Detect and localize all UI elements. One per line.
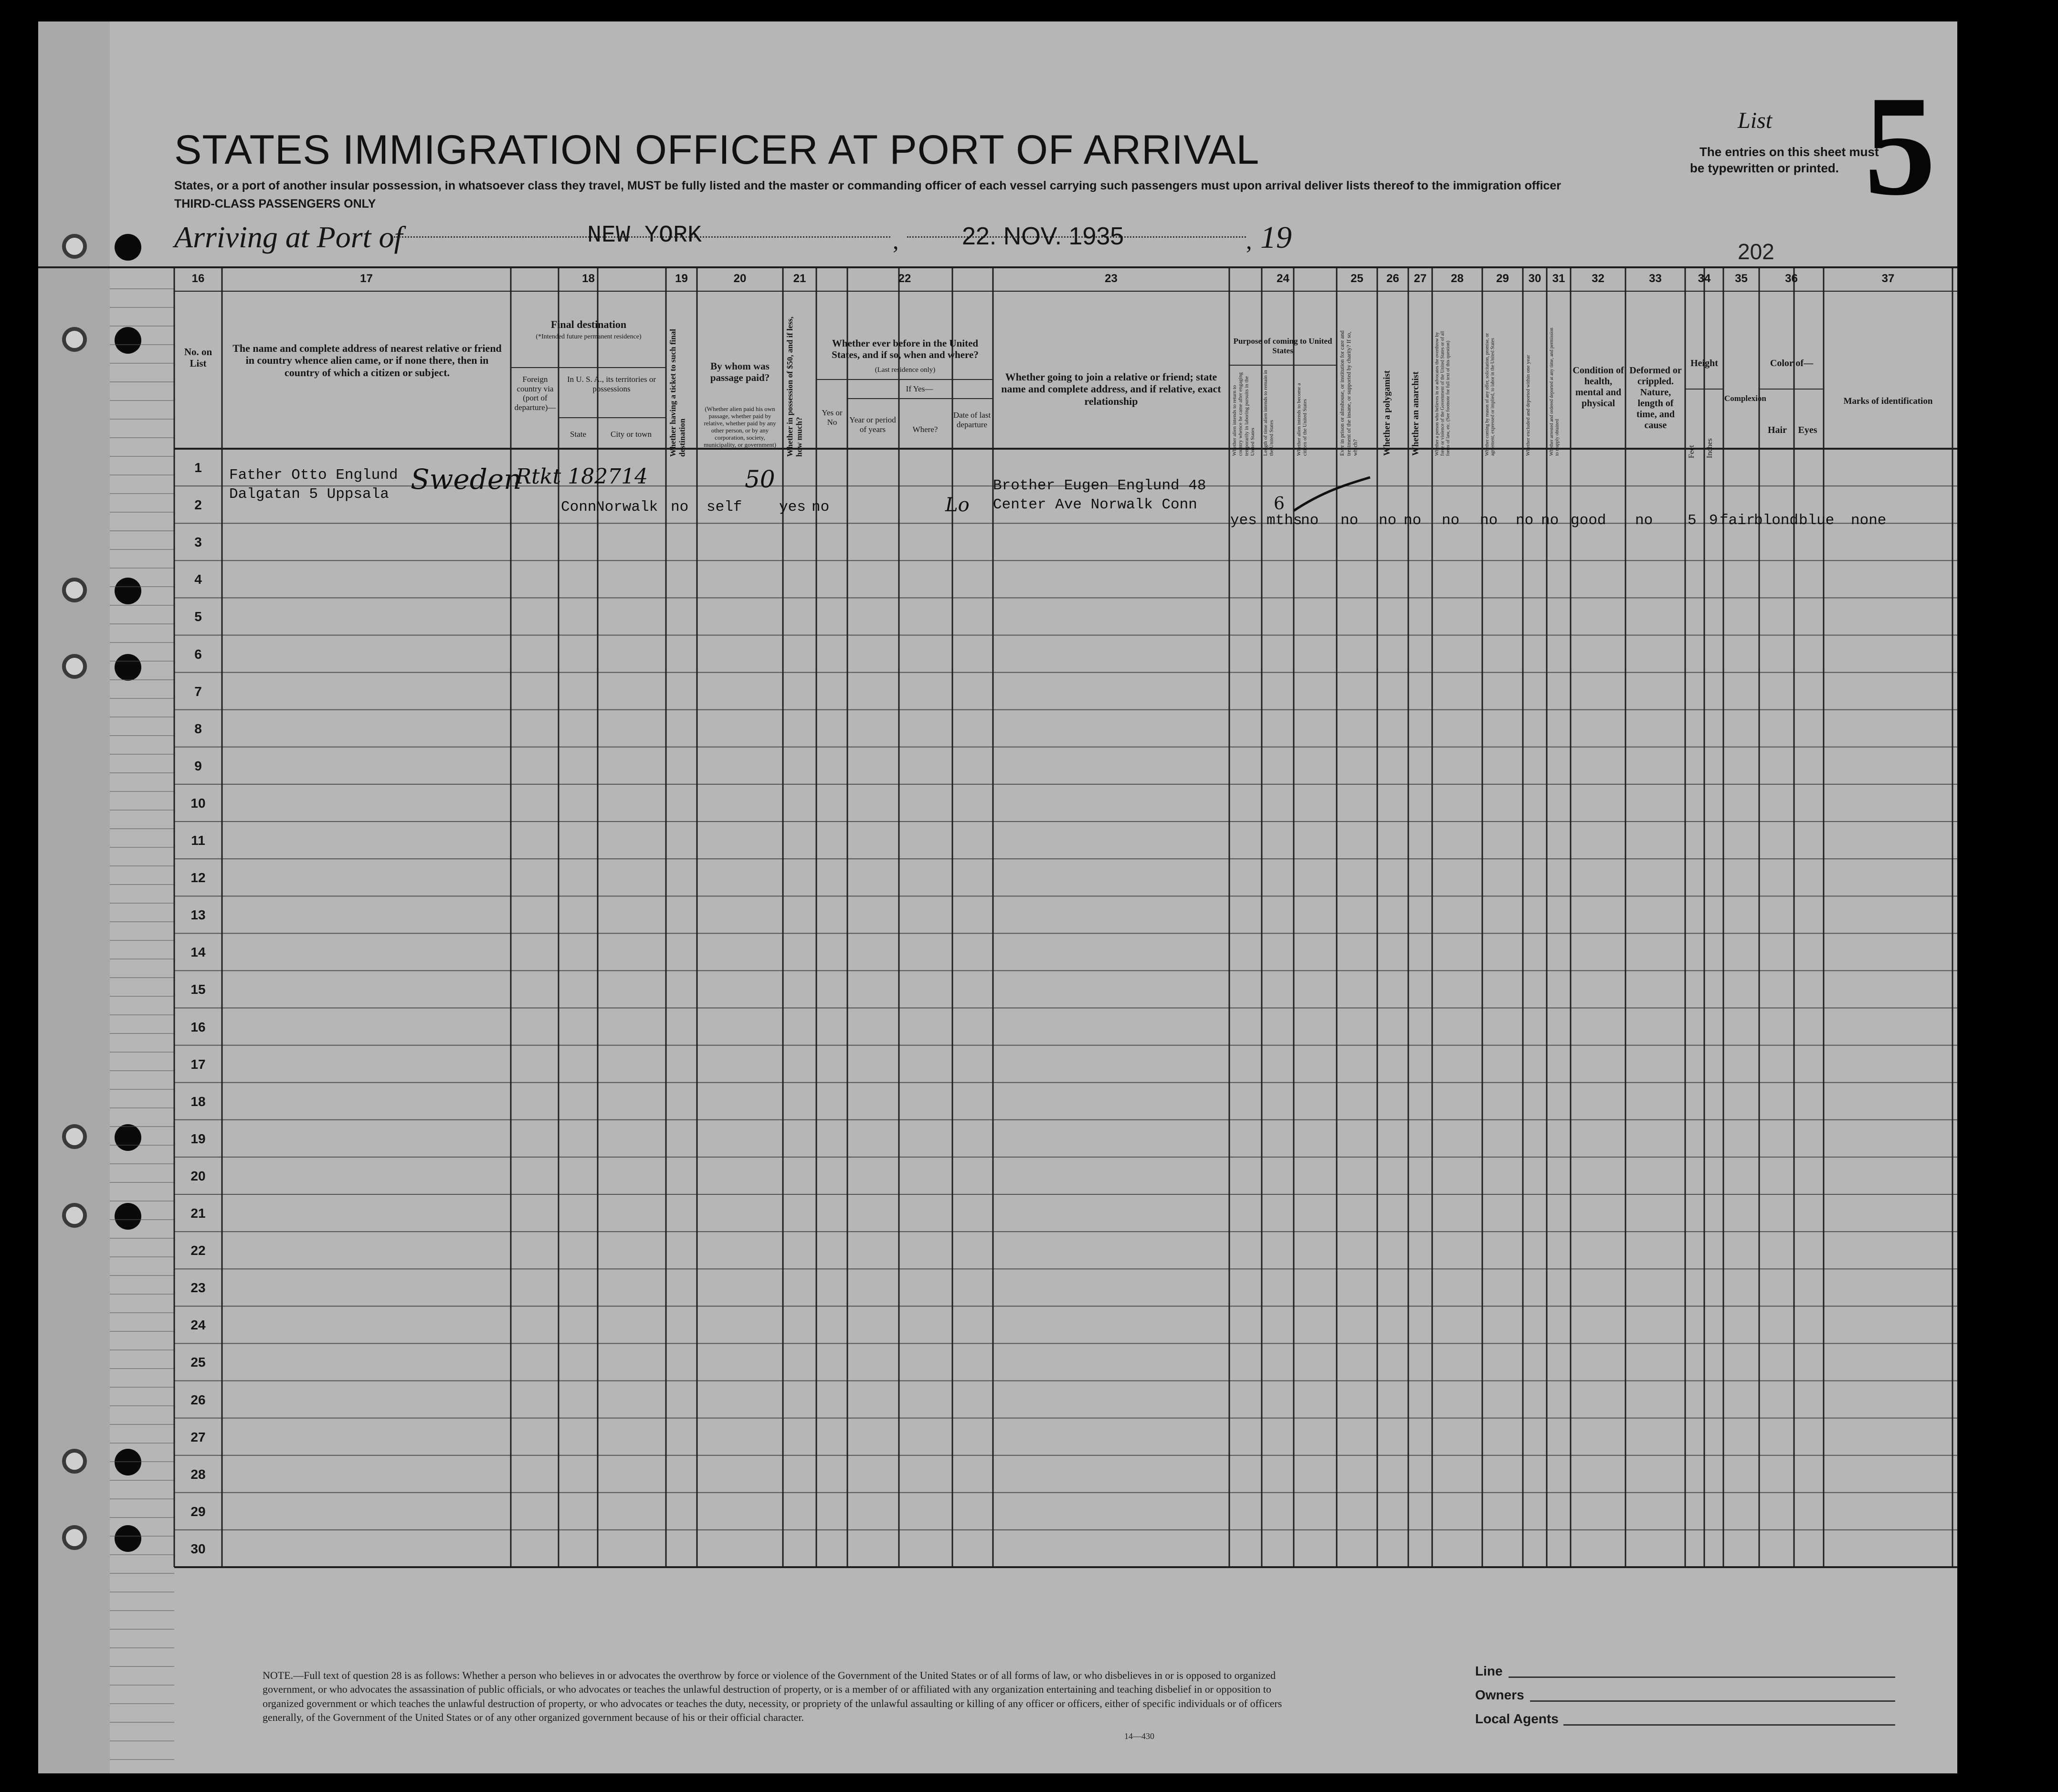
row-number: 9 [194,758,202,773]
money-value: yes [779,499,806,516]
handwritten-check-stroke [1294,477,1370,511]
hdr-overthrow: Whether a person who believes in or advocates the overthrow by force or violence of the Government of the United States or of all forms of law, etc. (See footnote for full text of this question) [1435,331,1451,456]
hdr-purpose-citizen: Whether alien intends to become a citizen of the United States [1296,383,1308,456]
city-value: Norwalk [596,499,658,516]
col-num-31: 31 [1552,272,1565,285]
row-number: 15 [190,982,206,997]
row-number: 25 [190,1355,206,1370]
row-number: 24 [190,1318,206,1333]
hdr-ticket: Whether having a ticket to such final destination [668,329,687,457]
page-title: STATES IMMIGRATION OFFICER AT PORT OF ARRIVAL [174,127,1260,173]
foreign-country-handwritten: Sweden [411,463,522,495]
eyes-value: blue [1799,512,1835,529]
hdr-labor-offer: Whether coming by reason of any offer, solicitation, promise, or agreement, expressed or implied, to labor in the United States [1485,333,1496,456]
state-value: Conn [561,499,597,516]
col-num-28: 28 [1451,272,1464,285]
hdr-money: Whether in possession of $50, and if less, how much? [785,316,804,457]
labor-offer-value: no [1480,512,1498,529]
hdr-feet: Feet [1688,445,1696,458]
hdr-if-yes: If Yes— [906,384,933,393]
row-number: 20 [190,1168,206,1183]
hdr-date-of-departure: Date of last departure [953,411,991,429]
row-number: 19 [190,1131,206,1146]
hair-value: blond [1754,512,1799,529]
hdr-complexion: Complexion [1724,394,1766,403]
row-number: 26 [190,1392,206,1407]
form-code: 14—430 [1124,1731,1154,1741]
hdr-health: Condition of health, mental and physical [1573,365,1624,409]
return-home-value: yes [1230,512,1257,529]
row-number: 18 [190,1094,206,1109]
hdr-no-on-list: No. on List [184,346,212,369]
overthrow-value: no [1442,512,1460,529]
comma-separator: , [893,227,899,254]
hdr-paid-by: By whom was passage paid? [710,360,770,384]
col-num-30: 30 [1528,272,1541,285]
col-num-19: 19 [675,272,688,285]
list-number: 5 [1864,66,1936,225]
row-number: 13 [190,907,206,923]
excluded-value: no [1516,512,1534,529]
hdr-excluded: Whether excluded and deported within one year [1525,355,1531,456]
row-number: 22 [190,1243,206,1258]
line-underline [1509,1676,1895,1678]
row-number: 8 [194,721,202,736]
hdr-relative: The name and complete address of nearest relative or friend in country whence alien came, or if none there, then in country of which a citizen or subject. [232,342,502,379]
col-num-23: 23 [1105,272,1118,285]
col-num-20: 20 [733,272,747,285]
port-value: NEW YORK [587,222,702,249]
before-in-us-value: no [812,499,830,516]
col-num-22: 22 [898,272,911,285]
hdr-anarchist: Whether an anarchist [1411,371,1421,456]
join-relative-name: Brother Eugen Englund 48 [993,477,1206,494]
page-number: 202 [1738,239,1774,264]
list-label: List [1738,108,1773,133]
arriving-label: Arriving at Port of [174,220,403,254]
col-num-36: 36 [1785,272,1798,285]
health-value: good [1571,512,1606,529]
relative-address: Dalgatan 5 Uppsala [229,486,389,503]
row-number: 17 [190,1056,206,1072]
stay-value: mths [1266,512,1302,529]
hdr-arrested: Whether arrested and ordered deported at any time, and permission to reapply obtained [1549,327,1560,456]
hdr-eyes: Eyes [1798,425,1817,435]
entries-note-line-2: be typewritten or printed. [1690,161,1839,175]
marks-value: none [1851,512,1887,529]
row-number: 11 [191,833,205,848]
arrested-value: no [1541,512,1559,529]
row-number: 5 [194,609,202,624]
complexion-value: fair [1720,512,1755,529]
row-number: 14 [190,945,206,960]
row-number: 16 [190,1019,206,1034]
hdr-final-destination-note: (*Intended future permanent residence) [536,333,642,340]
row-number: 1 [194,460,202,475]
col-num-24: 24 [1277,272,1289,285]
polygamist-value: no [1379,512,1397,529]
footnote-question-28: NOTE.—Full text of question 28 is as follows: Whether a person who believes in or advocates the overthrow by force or violence of the Government of the United States or of all forms of law, or who disbelieves in or is opposed to organized government, or who advocates the assassination of public officials, or who advocates or teaches the unlawful destruction of property, or is a member of or affiliated with any organization entertaining and teaching disbelief in or opposition to organized government or which teaches the unlawful destruction of property, or who advocates or teaches the duty, necessity, or propriety of the unlawful assaulting or killing of any officer or officers, either of specific individuals or of officers generally, of the Government of the United States or of any other organized government because of his or their official character. [263,1669,1282,1723]
inches-value: 9 [1709,512,1718,529]
owners-label: Owners [1475,1687,1524,1702]
hdr-purpose-length: Length of time alien intends to remain in the United States [1263,370,1275,456]
hdr-deformed: Deformed or crippled. Nature, length of time, and cause [1629,365,1682,431]
hdr-before-note: (Last residence only) [875,366,936,374]
hdr-hair: Hair [1768,425,1787,435]
instructions-line-2: THIRD-CLASS PASSENGERS ONLY [174,197,376,211]
hdr-prison: Ever in prison or almshouse, or institution for care and treatment of the insane, or supported by charity? If so, which? [1339,330,1359,456]
row-number: 29 [190,1504,206,1519]
feet-value: 5 [1688,512,1697,529]
hdr-final-destination: Final destination [550,318,627,330]
row-number: 21 [190,1206,206,1221]
join-relative-address: Center Ave Norwalk Conn [993,496,1197,513]
hdr-where: Where? [912,425,938,434]
row-number: 10 [190,795,206,811]
hdr-polygamist: Whether a polygamist [1382,370,1392,456]
col-num-18: 18 [582,272,595,285]
row-number: 23 [190,1280,206,1296]
col-num-25: 25 [1351,272,1363,285]
row-number: 27 [190,1429,206,1444]
manifest-sheet [38,21,1957,1773]
hdr-height: Height [1690,358,1718,369]
row-number: 7 [194,684,202,699]
col-num-33: 33 [1649,272,1662,285]
stay-number: 6 [1274,494,1285,514]
row-number: 30 [190,1541,206,1556]
deformed-value: no [1635,512,1653,529]
instructions-line-1: States, or a port of another insular possession, in whatsoever class they travel, MUST be fully listed and the master or commanding officer of each vessel carrying such passengers must upon arrival deliver lists thereof to the immigration officer [174,179,1561,192]
hdr-purpose-return: Whether alien intends to return to country whence he came after engaging temporarily in laboring pursuits in the United States [1232,372,1256,456]
citizen-value: no [1301,512,1319,529]
hdr-foreign-country: Foreign country via (port of departure)— [514,375,556,412]
hdr-paid-by-note: (Whether alien paid his own passage, whether paid by relative, whether paid by any other person, or by any corporation, society, municipality, or government) [704,405,776,448]
col-num-21: 21 [793,272,806,285]
paid-by-value: self [707,499,742,516]
row-number: 2 [194,497,202,513]
col-num-26: 26 [1386,272,1399,285]
col-num-34: 34 [1698,272,1711,285]
ticket-value: no [671,499,689,516]
year-prefix: 19 [1260,220,1292,255]
prison-value: no [1340,512,1359,529]
owners-underline [1530,1700,1895,1702]
col-num-27: 27 [1414,272,1427,285]
hdr-purpose: Purpose of coming to United States [1233,337,1332,355]
hdr-before-in-us: Whether ever before in the United States, and if so, when and where? [832,337,979,361]
hdr-color-of: Color of— [1770,358,1814,369]
ticket-annotation: Rtkt 182714 [516,464,648,489]
entries-note-line-1: The entries on this sheet must [1699,145,1879,159]
col-num-29: 29 [1496,272,1509,285]
hdr-in-usa: In U. S. A., its territories or possessions [567,375,656,393]
agents-underline [1563,1724,1895,1726]
relative-name: Father Otto Englund [229,467,398,484]
hdr-yes-or-no: Yes or No [822,408,843,427]
col-num-17: 17 [360,272,373,285]
hdr-marks: Marks of identification [1843,396,1933,406]
anarchist-value: no [1404,512,1422,529]
col-num-35: 35 [1735,272,1748,285]
row-number: 6 [194,646,202,662]
local-agents-label: Local Agents [1475,1711,1559,1726]
money-handwritten: 50 [745,465,775,493]
hdr-inches: Inches [1706,438,1714,458]
row-number: 3 [194,535,202,550]
line-label: Line [1475,1664,1503,1678]
row-number: 12 [190,870,206,885]
hdr-city: City or town [611,430,652,439]
arrival-date: 22. NOV. 1935 [962,222,1124,250]
col-num-16: 16 [191,272,205,285]
row-number: 28 [190,1466,206,1482]
hdr-year: Year or period of years [849,415,896,434]
hdr-state: State [570,430,586,439]
col-num-37: 37 [1881,272,1895,285]
col-num-32: 32 [1592,272,1604,285]
comma-separator: , [1246,227,1252,254]
handwritten-mark-22: Lo [945,494,970,516]
row-number: 4 [194,572,202,587]
hdr-join-relative: Whether going to join a relative or friend; state name and complete address, and if relative, exact relationship [1001,371,1221,407]
